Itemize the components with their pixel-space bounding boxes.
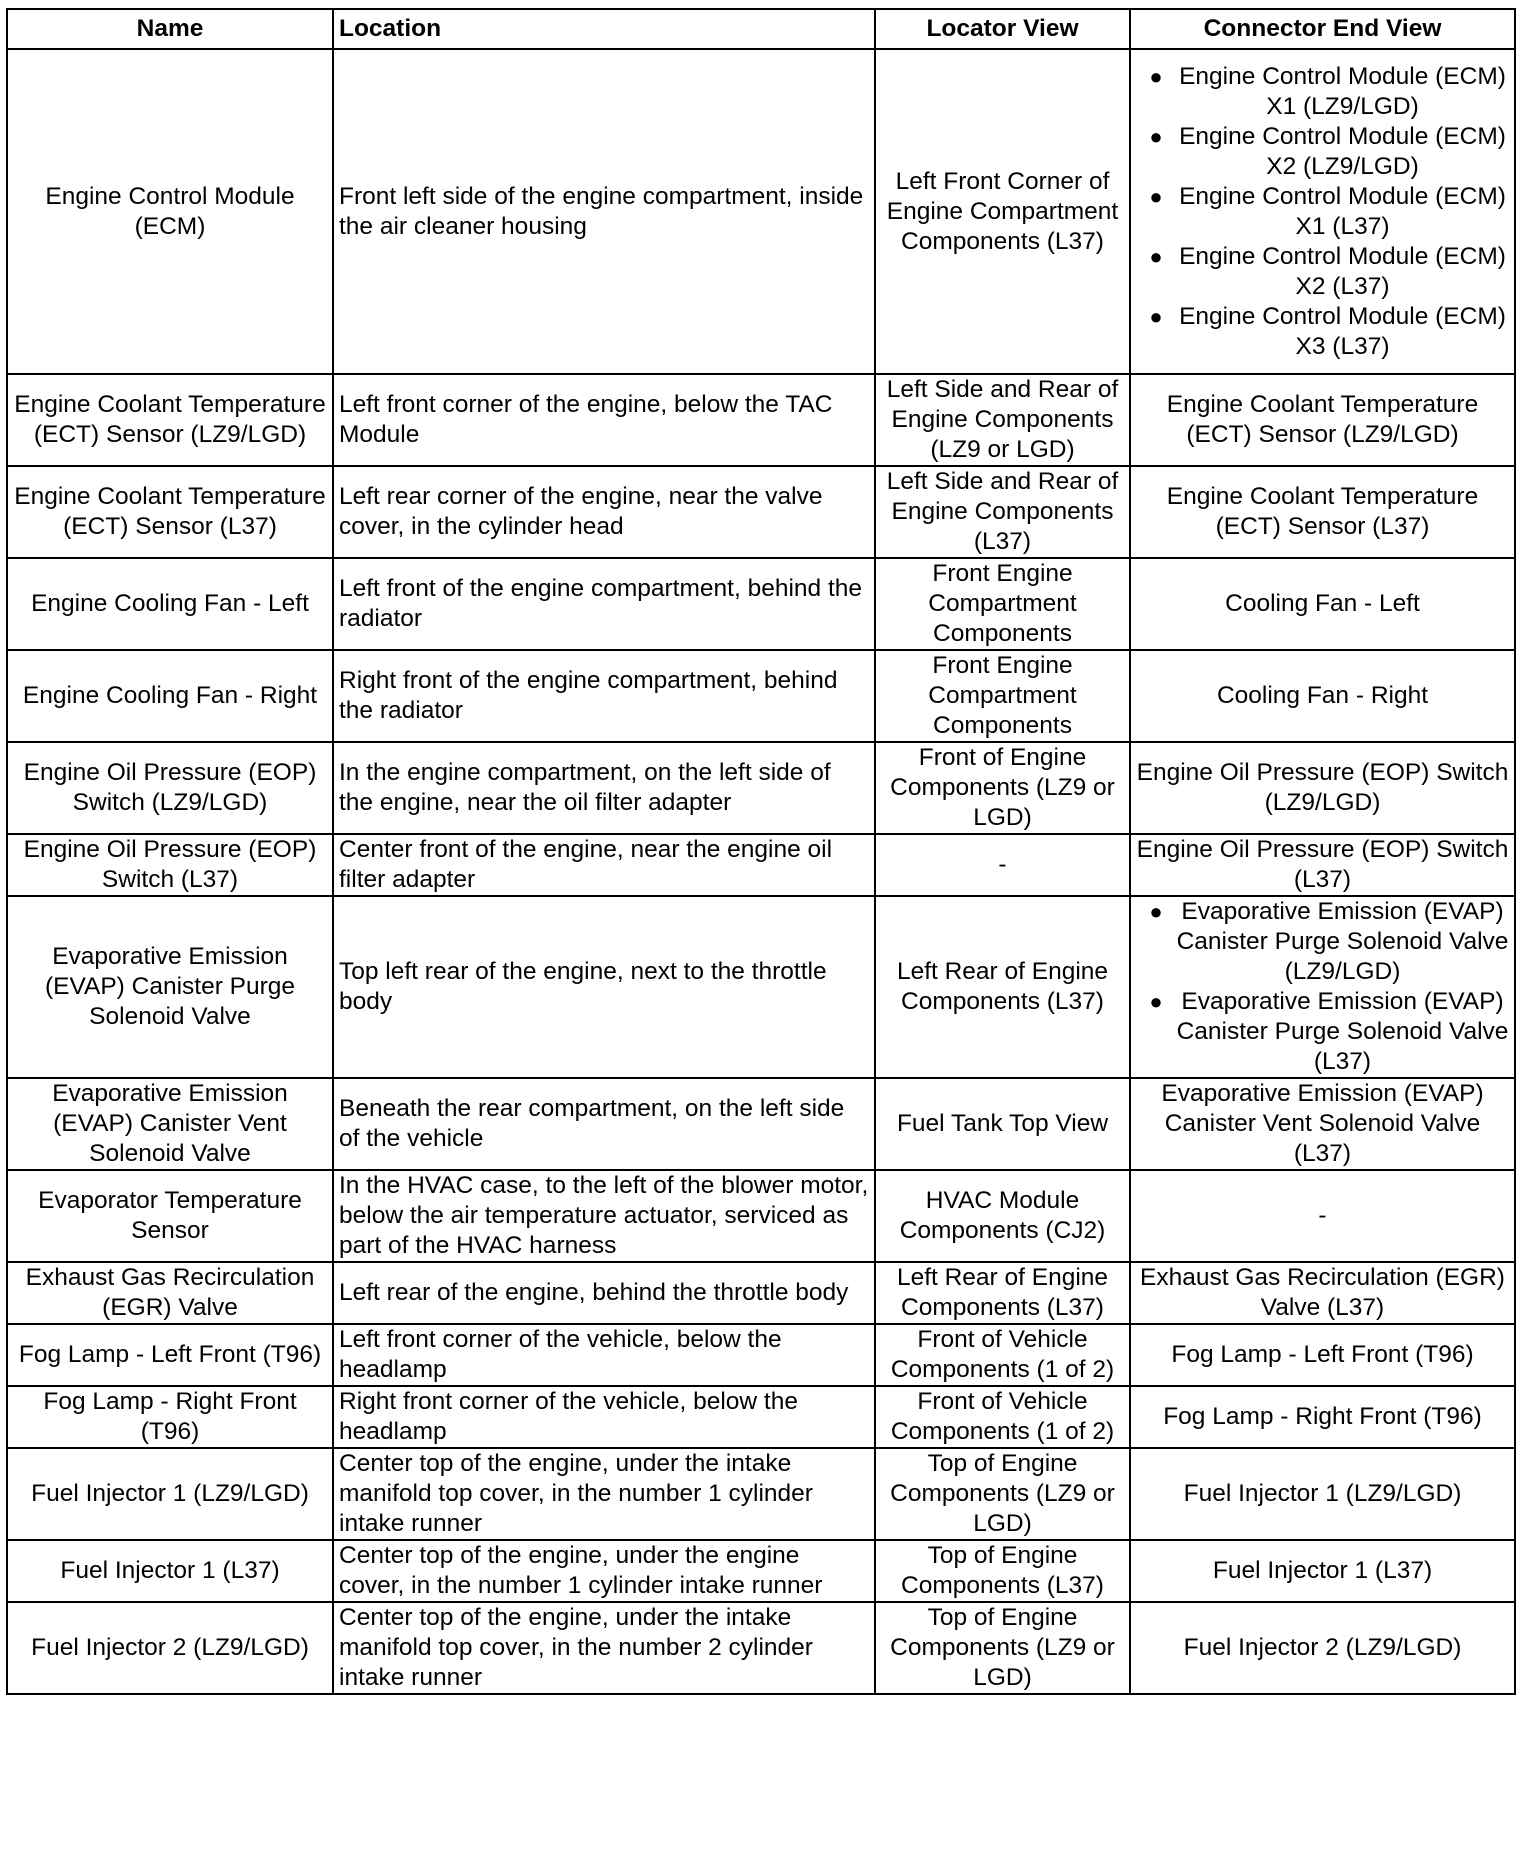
location-cell: Top left rear of the engine, next to the throttle body <box>333 896 875 1078</box>
name-cell: Evaporative Emission (EVAP) Canister Purge Solenoid Valve <box>7 896 333 1078</box>
locator-view-cell: HVAC Module Components (CJ2) <box>875 1170 1130 1262</box>
name-cell: Fog Lamp - Left Front (T96) <box>7 1324 333 1386</box>
table-row <box>7 466 1515 558</box>
connector-list-item <box>1136 122 1509 182</box>
bullet-icon: ● <box>1149 123 1163 149</box>
locator-view-cell: Front of Vehicle Components (1 of 2) <box>875 1386 1130 1448</box>
bullet-icon: ● <box>1149 303 1163 329</box>
table-row <box>7 49 1515 374</box>
location-cell: In the HVAC case, to the left of the blower motor, below the air temperature actuator, serviced as part of the HVAC harness <box>333 1170 875 1262</box>
bullet-icon: ● <box>1149 183 1163 209</box>
table-row <box>7 1170 1515 1262</box>
connector-end-view-cell: Fuel Injector 1 (LZ9/LGD) <box>1130 1448 1515 1540</box>
connector-label: Evaporative Emission (EVAP) Canister Purge Solenoid Valve (LZ9/LGD) <box>1176 898 1509 985</box>
connector-end-view-cell: Engine Oil Pressure (EOP) Switch (L37) <box>1130 834 1515 896</box>
connector-end-view-cell: Engine Coolant Temperature (ECT) Sensor (L37) <box>1130 466 1515 558</box>
name-cell: Engine Cooling Fan - Left <box>7 558 333 650</box>
connector-end-view-cell: Fuel Injector 2 (LZ9/LGD) <box>1130 1602 1515 1694</box>
table-row <box>7 1078 1515 1170</box>
location-cell: Center top of the engine, under the engine cover, in the number 1 cylinder intake runner <box>333 1540 875 1602</box>
locator-view-cell: - <box>875 834 1130 896</box>
table-row <box>7 1262 1515 1324</box>
location-cell: Center top of the engine, under the intake manifold top cover, in the number 1 cylinder intake runner <box>333 1448 875 1540</box>
table-row <box>7 1602 1515 1694</box>
locator-view-cell: Top of Engine Components (L37) <box>875 1540 1130 1602</box>
header-connector-end-view: Connector End View <box>1130 9 1515 49</box>
connector-end-view-cell: Cooling Fan - Right <box>1130 650 1515 742</box>
locator-view-cell: Left Side and Rear of Engine Components (L37) <box>875 466 1130 558</box>
connector-end-view-cell: Exhaust Gas Recirculation (EGR) Valve (L37) <box>1130 1262 1515 1324</box>
location-cell: Center top of the engine, under the intake manifold top cover, in the number 2 cylinder intake runner <box>333 1602 875 1694</box>
table-row <box>7 558 1515 650</box>
connector-list <box>1136 62 1509 362</box>
name-cell: Engine Control Module (ECM) <box>7 49 333 374</box>
connector-end-view-cell: Fog Lamp - Right Front (T96) <box>1130 1386 1515 1448</box>
name-cell: Evaporative Emission (EVAP) Canister Vent Solenoid Valve <box>7 1078 333 1170</box>
name-cell: Fuel Injector 1 (LZ9/LGD) <box>7 1448 333 1540</box>
header-location: Location <box>333 9 875 49</box>
location-cell: Left rear of the engine, behind the throttle body <box>333 1262 875 1324</box>
header-name: Name <box>7 9 333 49</box>
header-locator-view: Locator View <box>875 9 1130 49</box>
connector-end-view-cell: Evaporative Emission (EVAP) Canister Vent Solenoid Valve (L37) <box>1130 1078 1515 1170</box>
locator-view-cell: Front Engine Compartment Components <box>875 650 1130 742</box>
locator-view-cell: Fuel Tank Top View <box>875 1078 1130 1170</box>
name-cell: Exhaust Gas Recirculation (EGR) Valve <box>7 1262 333 1324</box>
location-cell: Front left side of the engine compartment, inside the air cleaner housing <box>333 49 875 374</box>
location-cell: Beneath the rear compartment, on the left side of the vehicle <box>333 1078 875 1170</box>
table-row <box>7 1324 1515 1386</box>
locator-view-cell: Left Front Corner of Engine Compartment Components (L37) <box>875 49 1130 374</box>
connector-end-view-cell: Engine Coolant Temperature (ECT) Sensor (LZ9/LGD) <box>1130 374 1515 466</box>
connector-end-view-cell: - <box>1130 1170 1515 1262</box>
table-row <box>7 742 1515 834</box>
connector-list-item <box>1136 62 1509 122</box>
locator-view-cell: Left Side and Rear of Engine Components (LZ9 or LGD) <box>875 374 1130 466</box>
locator-view-cell: Left Rear of Engine Components (L37) <box>875 1262 1130 1324</box>
location-cell: Left rear corner of the engine, near the valve cover, in the cylinder head <box>333 466 875 558</box>
connector-end-view-cell: Fuel Injector 1 (L37) <box>1130 1540 1515 1602</box>
connector-label: Evaporative Emission (EVAP) Canister Purge Solenoid Valve (L37) <box>1176 988 1509 1075</box>
locator-view-cell: Front of Engine Components (LZ9 or LGD) <box>875 742 1130 834</box>
connector-list-item <box>1136 987 1509 1077</box>
connector-list-item <box>1136 182 1509 242</box>
connector-list <box>1136 897 1509 1077</box>
table-row <box>7 1540 1515 1602</box>
name-cell: Fuel Injector 1 (L37) <box>7 1540 333 1602</box>
locator-view-cell: Left Rear of Engine Components (L37) <box>875 896 1130 1078</box>
location-cell: Left front of the engine compartment, behind the radiator <box>333 558 875 650</box>
name-cell: Fog Lamp - Right Front (T96) <box>7 1386 333 1448</box>
location-cell: In the engine compartment, on the left side of the engine, near the oil filter adapter <box>333 742 875 834</box>
bullet-icon: ● <box>1149 989 1163 1014</box>
location-cell: Left front corner of the vehicle, below the headlamp <box>333 1324 875 1386</box>
bullet-icon: ● <box>1149 243 1163 269</box>
connector-end-view-cell <box>1130 49 1515 374</box>
header-row <box>7 9 1515 49</box>
connector-list-item <box>1136 897 1509 987</box>
location-cell: Right front corner of the vehicle, below the headlamp <box>333 1386 875 1448</box>
locator-view-cell: Front of Vehicle Components (1 of 2) <box>875 1324 1130 1386</box>
table-row <box>7 834 1515 896</box>
location-cell: Center front of the engine, near the engine oil filter adapter <box>333 834 875 896</box>
connector-end-view-cell: Engine Oil Pressure (EOP) Switch (LZ9/LGD) <box>1130 742 1515 834</box>
connector-label: Engine Control Module (ECM) X2 (L37) <box>1179 242 1506 300</box>
connector-label: Engine Control Module (ECM) X3 (L37) <box>1179 302 1506 360</box>
table-row <box>7 1386 1515 1448</box>
name-cell: Engine Coolant Temperature (ECT) Sensor (L37) <box>7 466 333 558</box>
connector-end-view-cell: Fog Lamp - Left Front (T96) <box>1130 1324 1515 1386</box>
table-row <box>7 374 1515 466</box>
name-cell: Engine Oil Pressure (EOP) Switch (L37) <box>7 834 333 896</box>
name-cell: Engine Cooling Fan - Right <box>7 650 333 742</box>
bullet-icon: ● <box>1149 63 1163 89</box>
locator-view-cell: Top of Engine Components (LZ9 or LGD) <box>875 1448 1130 1540</box>
connector-list-item <box>1136 302 1509 362</box>
name-cell: Engine Coolant Temperature (ECT) Sensor (LZ9/LGD) <box>7 374 333 466</box>
component-locator-table <box>6 8 1516 1695</box>
location-cell: Right front of the engine compartment, behind the radiator <box>333 650 875 742</box>
table-row <box>7 650 1515 742</box>
name-cell: Fuel Injector 2 (LZ9/LGD) <box>7 1602 333 1694</box>
name-cell: Engine Oil Pressure (EOP) Switch (LZ9/LGD) <box>7 742 333 834</box>
table-row <box>7 896 1515 1078</box>
locator-view-cell: Front Engine Compartment Components <box>875 558 1130 650</box>
location-cell: Left front corner of the engine, below the TAC Module <box>333 374 875 466</box>
table-row <box>7 1448 1515 1540</box>
connector-end-view-cell: Cooling Fan - Left <box>1130 558 1515 650</box>
name-cell: Evaporator Temperature Sensor <box>7 1170 333 1262</box>
bullet-icon: ● <box>1149 899 1163 924</box>
connector-label: Engine Control Module (ECM) X1 (L37) <box>1179 182 1506 240</box>
connector-label: Engine Control Module (ECM) X2 (LZ9/LGD) <box>1179 122 1506 180</box>
connector-list-item <box>1136 242 1509 302</box>
connector-end-view-cell <box>1130 896 1515 1078</box>
locator-view-cell: Top of Engine Components (LZ9 or LGD) <box>875 1602 1130 1694</box>
connector-label: Engine Control Module (ECM) X1 (LZ9/LGD) <box>1179 62 1506 120</box>
